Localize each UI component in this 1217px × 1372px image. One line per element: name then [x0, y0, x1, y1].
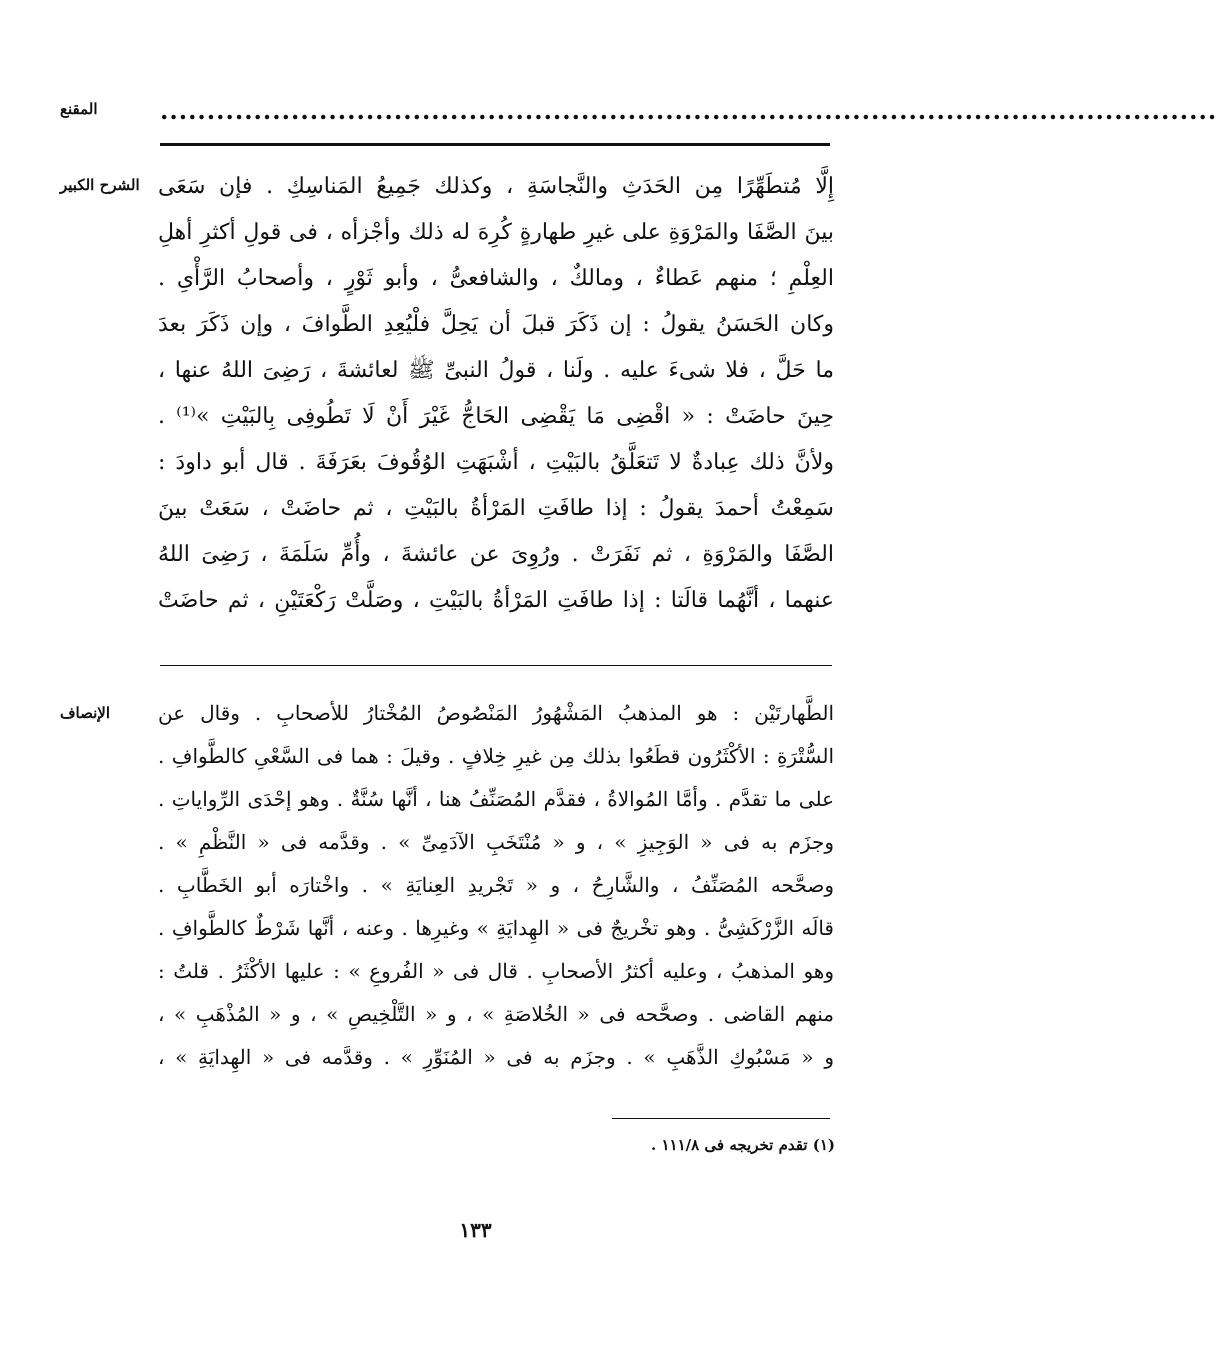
insaf-line: على ما تقدَّم . وأمَّا المُوالاةُ ، فقدَّم المُصَنِّفُ هنا ، أنَّها سُنَّةٌ . وهو إحْدَى الرِّواياتِ .	[158, 787, 834, 811]
insaf-line: قالَه الزَّرْكَشِىُّ . وهو تخْريجٌ فى « الهِدايَةِ » وغيرِها . وعنه ، أنَّها شَرْطٌ كالطَّوافِ .	[158, 916, 834, 940]
insaf-text-block	[158, 692, 834, 1079]
sharh-line: الصَّفَا والمَرْوَةِ ، ثم نَفَرَتْ . ورُوِىَ عن عائشةَ ، وأُمِّ سَلَمَةَ ، رَضِىَ اللهُ	[158, 542, 834, 567]
header-rule	[160, 143, 830, 146]
sharh-line: إِلَّا مُتطَهِّرًا مِن الحَدَثِ والنَّجاسَةِ ، وكذلك جَمِيعُ المَناسِكِ . فإن سَعَى	[158, 174, 834, 199]
insaf-label: الإنصاف	[60, 704, 111, 722]
sharh-line: حِينَ حاضَتْ : « اقْضِى مَا يَقْضِى الحَاجُّ غَيْرَ أَنْ لَا تَطُوفِى بِالبَيْتِ »⁽¹⁾ .	[158, 404, 835, 429]
footnote: (١) تقدم تخريجه فى ١١١/٨ .	[651, 1136, 835, 1154]
insaf-line: منهم القاضى . وصحَّحه فى « الخُلاصَةِ » ، و « التَّلْخِيصِ » ، و « المُذْهَبِ » ،	[158, 1002, 834, 1026]
sharh-line: بينَ الصَّفَا والمَرْوَةِ على غيرِ طهارةٍ كُرِهَ له ذلك وأجْزأه ، فى قولِ أكثرِ أهلِ	[158, 220, 835, 245]
sharh-line: ما حَلَّ ، فلا شىءَ عليه . ولَنا ، قولُ النبىِّ ﷺ لعائشةَ ، رَضِىَ اللهُ عنها ،	[158, 358, 834, 383]
dotted-leader: .................................................................................................................	[160, 96, 1217, 125]
insaf-line: الطَّهارتَيْن : هو المذهبُ المَشْهُورُ المَنْصُوصُ المُخْتارُ للأصحابِ . وقال عن	[158, 701, 834, 725]
page-number: ١٣٣	[459, 1218, 492, 1242]
sharh-line: وكان الحَسَنُ يقولُ : إن ذَكَرَ قبلَ أن يَحِلَّ فلْيُعِدِ الطَّوافَ ، وإن ذَكَرَ بعدَ	[158, 312, 834, 337]
footnote-rule	[612, 1118, 830, 1119]
section-divider	[160, 665, 832, 666]
insaf-line: و « مَسْبُوكِ الذَّهَبِ » . وجزَم به فى « المُنَوِّرِ » . وقدَّمه فى « الهِدايَةِ » ،	[158, 1045, 834, 1069]
sharh-line: عنهما ، أنَّهُما قالَتا : إذا طافَتِ المَرْأةُ بالبَيْتِ ، وصَلَّتْ رَكْعَتَيْنِ ، ثم حاضَتْ	[158, 588, 834, 613]
insaf-line: وصحَّحه المُصَنِّفُ ، والشَّارِحُ ، و « تَجْريدِ العِنايَةِ » . واخْتارَه أبو الخَطَّابِ .	[158, 873, 834, 897]
sharh-text-block	[158, 164, 834, 624]
insaf-line: وجزَم به فى « الوَجِيزِ » ، و « مُنْتَخَبِ الآدَمِىِّ » . وقدَّمه فى « النَّظْمِ » .	[158, 830, 834, 854]
insaf-line: السُّتْرَةِ : الأكْثَرُون قطَعُوا بذلك مِن غيرِ خِلافٍ . وقيلَ : هما فى السَّعْىِ كالطَّوافِ .	[158, 744, 834, 768]
sharh-label: الشرح الكبير	[60, 176, 140, 194]
insaf-line: وهو المذهبُ ، وعليه أكثرُ الأصحابِ . قال فى « الفُروعِ » : عليها الأكْثَرُ . قلتُ :	[158, 959, 834, 983]
sharh-line: ولأنَّ ذلك عِبادةٌ لا تَتعَلَّقُ بالبَيْتِ ، أشْبَهَتِ الوُقُوفَ بعَرَفَةَ . قال أبو داودَ :	[158, 450, 834, 475]
header-section-label: المقنع	[60, 100, 98, 118]
sharh-line: سَمِعْتُ أحمدَ يقولُ : إذا طافَتِ المَرْأةُ بالبَيْتِ ، ثم حاضَتْ ، سَعَتْ بينَ	[158, 496, 834, 521]
sharh-line: العِلْمِ ؛ منهم عَطاءٌ ، ومالكٌ ، والشافعىُّ ، وأبو ثَوْرٍ ، وأصحابُ الرَّأْىِ .	[158, 266, 834, 291]
